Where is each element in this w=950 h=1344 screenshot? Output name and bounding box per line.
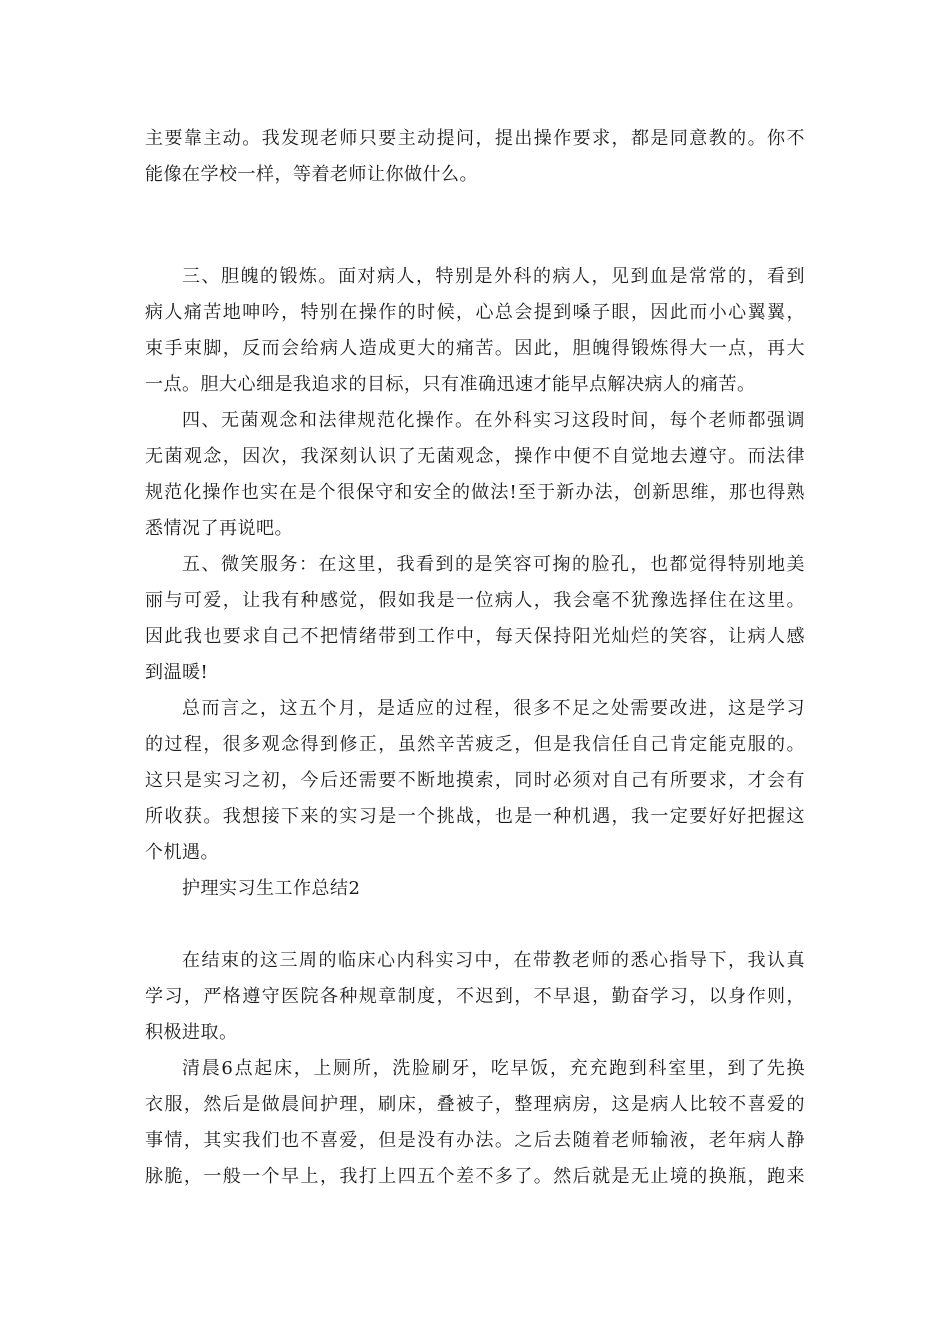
text-line: 丽与可爱，让我有种感觉，假如我是一位病人，我会毫不犹豫选择住在这里。 bbox=[145, 590, 805, 611]
text-line: 总而言之，这五个月，是适应的过程，很多不足之处需要改进，这是学习 bbox=[182, 698, 805, 719]
text-line: 五、微笑服务：在这里，我看到的是笑容可掬的脸孔，也都觉得特别地美 bbox=[182, 554, 805, 575]
text-line: 这只是实习之初，今后还需要不断地摸索，同时必须对自己有所要求，才会有 bbox=[145, 770, 805, 791]
text-line: 规范化操作也实在是个很保守和安全的做法!至于新办法，创新思维，那也得熟 bbox=[145, 482, 805, 503]
text-line: 能像在学校一样，等着老师让你做什么。 bbox=[145, 164, 478, 185]
text-line: 无菌观念，因次，我深刻认识了无菌观念，操作中便不自觉地去遵守。而法律 bbox=[145, 446, 805, 467]
text-line: 三、胆魄的锻炼。面对病人，特别是外科的病人，见到血是常常的，看到 bbox=[182, 266, 805, 287]
text-line: 因此我也要求自己不把情绪带到工作中，每天保持阳光灿烂的笑容，让病人感 bbox=[145, 626, 805, 647]
text-line: 个机遇。 bbox=[145, 842, 219, 863]
text-line: 学习，严格遵守医院各种规章制度，不迟到，不早退，勤奋学习，以身作则， bbox=[145, 986, 805, 1007]
text-line: 病人痛苦地呻吟，特别在操作的时候，心总会提到嗓子眼，因此而小心翼翼， bbox=[145, 302, 805, 323]
text-line: 的过程，很多观念得到修正，虽然辛苦疲乏，但是我信任自己肯定能克服的。 bbox=[145, 734, 805, 755]
text-line: 清晨6点起床，上厕所，洗脸刷牙，吃早饭，充充跑到科室里，到了先换 bbox=[182, 1058, 805, 1079]
text-line: 脉脆，一般一个早上，我打上四五个差不多了。然后就是无止境的换瓶，跑来 bbox=[145, 1166, 805, 1187]
text-line: 主要靠主动。我发现老师只要主动提问，提出操作要求，都是同意教的。你不 bbox=[145, 128, 805, 149]
text-line: 积极进取。 bbox=[145, 1022, 238, 1043]
text-line: 衣服，然后是做晨间护理，刷床，叠被子，整理病房，这是病人比较不喜爱的 bbox=[145, 1094, 805, 1115]
text-line: 事情，其实我们也不喜爱，但是没有办法。之后去随着老师输液，老年病人静 bbox=[145, 1130, 805, 1151]
text-line: 所收获。我想接下来的实习是一个挑战，也是一种机遇，我一定要好好把握这 bbox=[145, 806, 805, 827]
text-line: 一点。胆大心细是我追求的目标，只有准确迅速才能早点解决病人的痛苦。 bbox=[145, 374, 756, 395]
section-heading: 护理实习生工作总结2 bbox=[182, 878, 361, 899]
text-line: 悉情况了再说吧。 bbox=[145, 518, 293, 539]
text-line: 到温暖! bbox=[145, 662, 209, 683]
text-line: 四、无菌观念和法律规范化操作。在外科实习这段时间，每个老师都强调 bbox=[182, 410, 805, 431]
text-line: 在结束的这三周的临床心内科实习中，在带教老师的悉心指导下，我认真 bbox=[182, 950, 805, 971]
text-line: 束手束脚，反而会给病人造成更大的痛苦。因此，胆魄得锻炼得大一点，再大 bbox=[145, 338, 805, 359]
